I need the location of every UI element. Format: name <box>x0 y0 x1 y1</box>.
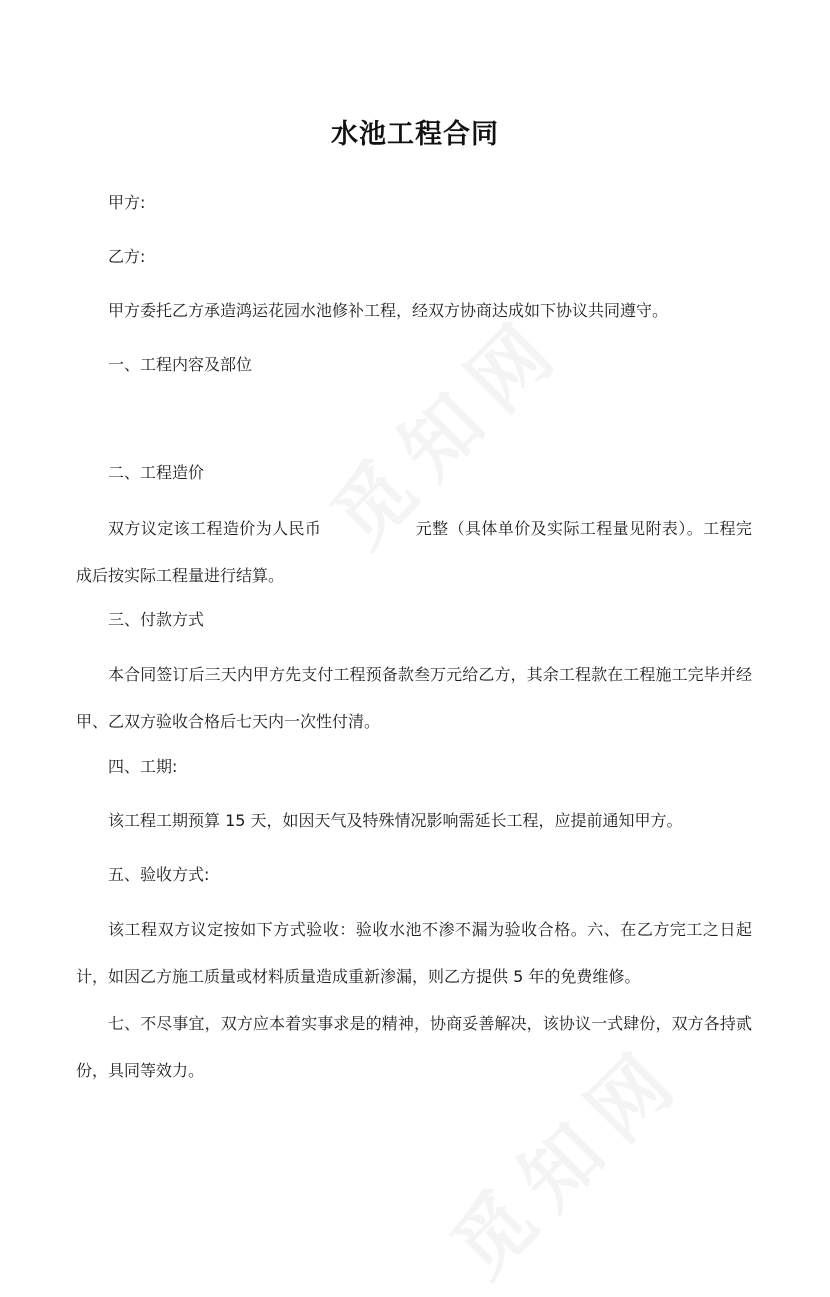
section-4-heading: 四、工期: <box>108 757 178 776</box>
section-3-body: 本合同签订后三天内甲方先支付工程预备款叁万元给乙方，其余工程款在工程施工完毕并经甲、乙双方验收合格后七天内一次性付清。 <box>76 665 752 731</box>
section-4-body: 该工程工期预算 15 天，如因天气及特殊情况影响需延长工程，应提前通知甲方。 <box>108 811 683 830</box>
section-5-body: 该工程双方议定按如下方式验收：验收水池不渗不漏为验收合格。六、在乙方完工之日起计，如因乙方施工质量或材料质量造成重新渗漏，则乙方提供 5 年的免费维修。 <box>76 920 752 986</box>
section-1-heading: 一、工程内容及部位 <box>108 355 253 374</box>
section-2-body-part1: 双方议定该工程造价为人民币 <box>108 519 322 538</box>
section-5-heading: 五、验收方式: <box>108 865 210 884</box>
section-3-heading: 三、付款方式 <box>108 610 205 629</box>
intro-paragraph: 甲方委托乙方承造鸿运花园水池修补工程，经双方协商达成如下协议共同遵守。 <box>108 301 669 320</box>
section-2-heading: 二、工程造价 <box>108 463 205 482</box>
party-a-line: 甲方: <box>108 193 146 212</box>
section-7-body: 七、不尽事宜，双方应本着实事求是的精神，协商妥善解决，该协议一式肆份，双方各持贰份，具同等效力。 <box>76 1014 752 1080</box>
section-2-body <box>76 505 752 599</box>
document-title: 水池工程合同 <box>331 119 499 150</box>
section-2-body-part2: 元整（具体单价及实际工程量见附表）。工程完成后按实际工程量进行结算。 <box>76 519 752 585</box>
party-b-line: 乙方: <box>108 247 146 266</box>
